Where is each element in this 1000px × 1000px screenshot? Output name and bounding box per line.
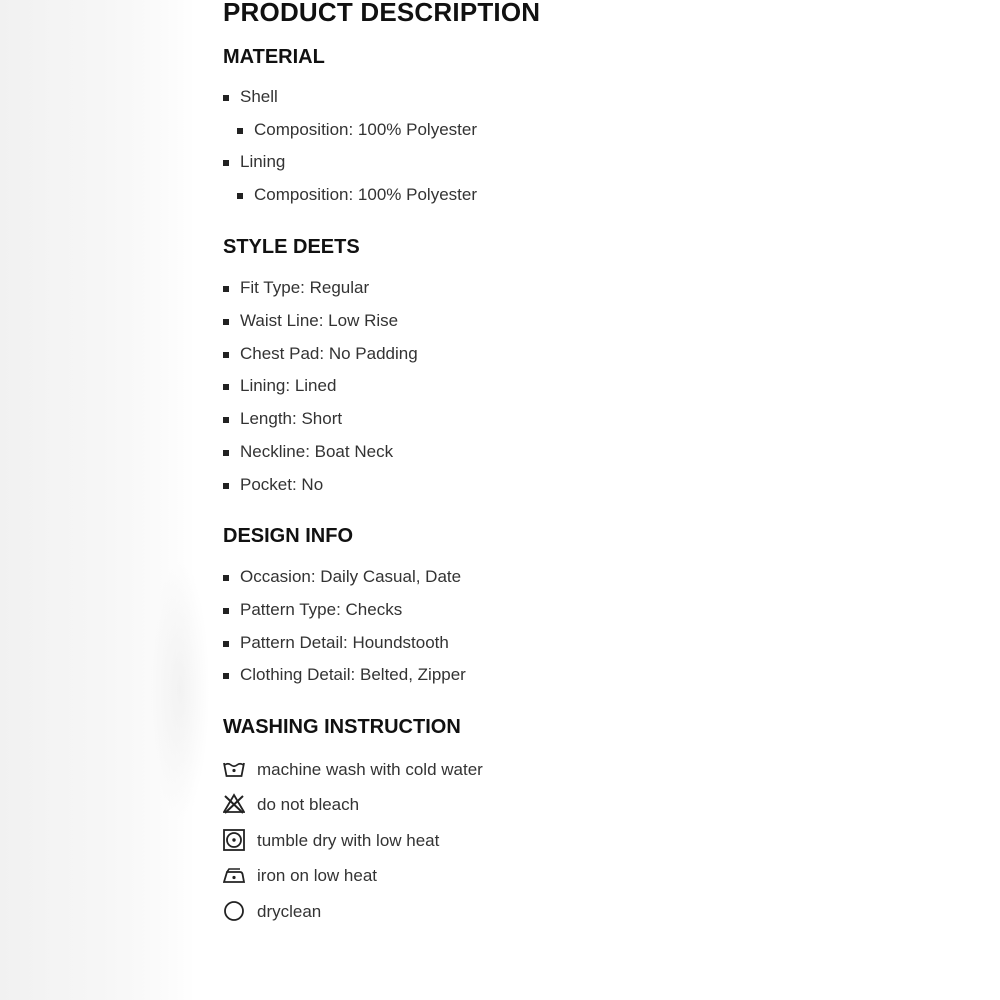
list-item-label: Pattern Detail: Houndstooth [240, 633, 449, 652]
list-item-label: Pocket: No [240, 475, 324, 494]
section-heading-washing-instruction: WASHING INSTRUCTION [223, 716, 461, 738]
list-item-label: Waist Line: Low Rise [240, 311, 399, 330]
list-item-label: Shell [240, 87, 278, 106]
section-heading-material: MATERIAL [223, 46, 325, 68]
bullet-icon [223, 575, 229, 581]
bullet-icon [223, 608, 229, 614]
bullet-icon [237, 193, 243, 199]
section-heading-style-deets: STYLE DEETS [223, 236, 360, 258]
list-item-label: Fit Type: Regular [240, 278, 370, 297]
list-item-label: Lining: Lined [240, 376, 337, 395]
wash-item-label: do not bleach [257, 795, 360, 814]
bullet-icon [223, 673, 229, 679]
list-item-label: Length: Short [240, 409, 343, 428]
wash-item-label: iron on low heat [257, 866, 378, 885]
list-item-label: Chest Pad: No Padding [240, 344, 418, 363]
bullet-icon [223, 641, 229, 647]
bullet-icon [223, 319, 229, 325]
bullet-icon [223, 352, 229, 358]
list-item-label: Occasion: Daily Casual, Date [240, 567, 462, 586]
bullet-icon [223, 417, 229, 423]
list-item-label: Clothing Detail: Belted, Zipper [240, 665, 466, 684]
list-item-label: Lining [240, 152, 286, 171]
list-item-label: Neckline: Boat Neck [240, 442, 394, 461]
left-background-shade [0, 0, 195, 1000]
wash-item-label: machine wash with cold water [257, 760, 483, 779]
wash-item-label: dryclean [257, 902, 322, 921]
list-item-label: Composition: 100% Polyester [254, 185, 478, 204]
section-heading-design-info: DESIGN INFO [223, 525, 354, 547]
bullet-icon [223, 160, 229, 166]
machine-wash-cold-icon [223, 758, 245, 780]
list-item-label: Pattern Type: Checks [240, 600, 403, 619]
wash-item-label: tumble dry with low heat [257, 831, 440, 850]
page-title: PRODUCT DESCRIPTION [223, 0, 541, 27]
bullet-icon [223, 95, 229, 101]
dryclean-icon [223, 900, 245, 922]
bullet-icon [223, 384, 229, 390]
bullet-icon [237, 128, 243, 134]
bullet-icon [223, 483, 229, 489]
do-not-bleach-icon [223, 793, 245, 815]
tumble-dry-low-icon [223, 829, 245, 851]
list-item-label: Composition: 100% Polyester [254, 120, 478, 139]
bullet-icon [223, 450, 229, 456]
bullet-icon [223, 286, 229, 292]
iron-low-icon [223, 864, 245, 886]
